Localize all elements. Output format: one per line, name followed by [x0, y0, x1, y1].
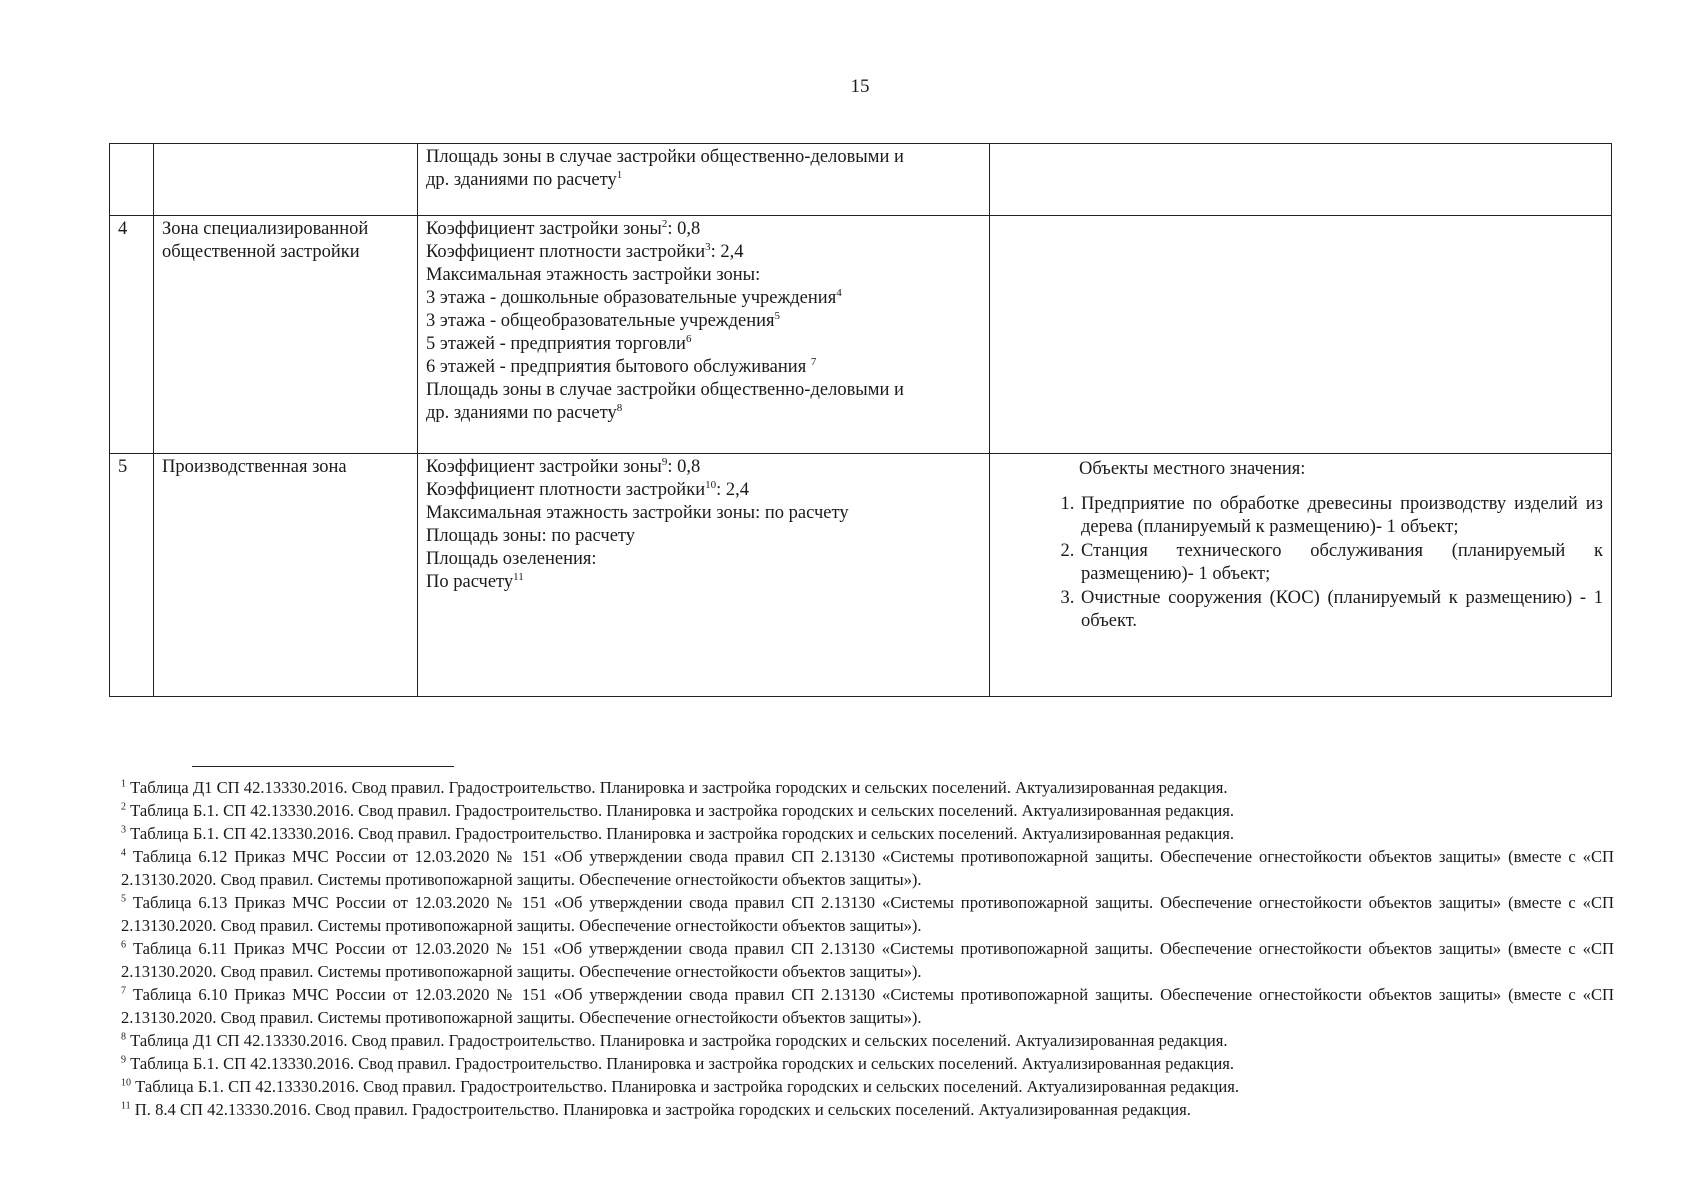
parameter-text: Площадь озеленения: — [426, 549, 597, 569]
footnote-text: Таблица 6.12 Приказ МЧС России от 12.03.2020 № 151 «Об утверждении свода правил СП 2.13130 «Системы противопожарной защиты. Обеспечение огнестойкости объектов защиты» (вместе с «СП 2.13130.2020. Свод правил. Системы противопожарной защиты. Обеспечение огнестойкости объектов защиты»). — [121, 847, 1614, 889]
footnote-reference: 6 — [685, 332, 692, 345]
footnote — [121, 891, 1614, 937]
footnote — [121, 983, 1614, 1029]
zone-parameters-cell — [418, 454, 990, 697]
parameter-line — [426, 310, 981, 333]
zone-parameters-cell — [418, 216, 990, 454]
footnote-reference: 1 — [616, 168, 623, 181]
parameter-text: Максимальная этажность застройки зоны: по расчету — [426, 503, 849, 523]
footnote-text: Таблица Б.1. СП 42.13330.2016. Свод правил. Градостроительство. Планировка и застройка городских и сельских поселений. Актуализированная редакция. — [126, 824, 1234, 843]
footnote-number: 5 — [121, 893, 126, 905]
footnote — [121, 1075, 1614, 1098]
parameter-value: : 2,4 — [710, 242, 744, 262]
footnote-number: 11 — [121, 1100, 131, 1112]
parameter-text: 3 этажа - общеобразовательные учреждения — [426, 311, 775, 331]
footnote — [121, 1029, 1614, 1052]
footnote-number: 6 — [121, 939, 126, 951]
parameter-line — [426, 456, 981, 479]
footnote-number: 3 — [121, 824, 126, 836]
footnote — [121, 1052, 1614, 1075]
footnote-number: 8 — [121, 1031, 126, 1043]
local-objects-cell — [990, 144, 1612, 216]
footnote-separator — [192, 766, 454, 767]
parameter-text: По расчету — [426, 572, 514, 592]
objects-title: Объекты местного значения: — [1079, 459, 1306, 479]
parameter-value: : 2,4 — [716, 480, 749, 500]
footnote-reference: 11 — [513, 570, 524, 583]
zone-number-cell — [110, 144, 154, 216]
footnote-number: 4 — [121, 847, 126, 859]
parameter-line — [426, 333, 981, 356]
parameter-text: 5 этажей - предприятия торговли — [426, 334, 686, 354]
local-objects-cell — [990, 216, 1612, 454]
parameter-line — [426, 287, 981, 310]
footnote-text: Таблица Б.1. СП 42.13330.2016. Свод правил. Градостроительство. Планировка и застройка городских и сельских поселений. Актуализированная редакция. — [126, 1054, 1234, 1073]
footnote-text: Таблица 6.11 Приказ МЧС России от 12.03.2020 № 151 «Об утверждении свода правил СП 2.13130 «Системы противопожарной защиты. Обеспечение огнестойкости объектов защиты» (вместе с «СП 2.13130.2020. Свод правил. Системы противопожарной защиты. Обеспечение огнестойкости объектов защиты»). — [121, 939, 1614, 981]
footnote — [121, 822, 1614, 845]
footnote-text: П. 8.4 СП 42.13330.2016. Свод правил. Градостроительство. Планировка и застройка городских и сельских поселений. Актуализированная редакция. — [130, 1100, 1191, 1119]
parameter-line — [426, 264, 981, 287]
parameter-text: Площадь зоны в случае застройки общественно-деловыми и — [426, 147, 904, 167]
parameter-line — [426, 379, 981, 402]
footnote-reference: 5 — [774, 309, 781, 322]
parameter-text: Коэффициент застройки зоны — [426, 219, 662, 239]
local-objects-cell — [990, 454, 1612, 697]
parameter-value: : 0,8 — [667, 457, 701, 477]
footnote-text: Таблица Б.1. СП 42.13330.2016. Свод правил. Градостроительство. Планировка и застройка городских и сельских поселений. Актуализированная редакция. — [126, 801, 1234, 820]
parameter-text: Коэффициент застройки зоны — [426, 457, 662, 477]
parameter-text: Коэффициент плотности застройки — [426, 242, 706, 262]
zone-parameters-cell — [418, 144, 990, 216]
table-row — [110, 454, 1612, 697]
parameter-line — [426, 146, 981, 169]
parameter-line — [426, 548, 981, 571]
table-row — [110, 216, 1612, 454]
parameter-line — [426, 571, 981, 594]
footnote-number: 7 — [121, 985, 126, 997]
parameter-line — [426, 502, 981, 525]
footnote-reference: 10 — [705, 478, 717, 491]
footnote-number: 1 — [121, 778, 126, 790]
footnote-text: Таблица Б.1. СП 42.13330.2016. Свод правил. Градостроительство. Планировка и застройка городских и сельских поселений. Актуализированная редакция. — [131, 1077, 1239, 1096]
footnote-reference: 9 — [661, 455, 668, 468]
table-row — [110, 144, 1612, 216]
footnote-text: Таблица Д1 СП 42.13330.2016. Свод правил. Градостроительство. Планировка и застройка городских и сельских поселений. Актуализированная редакция. — [126, 778, 1228, 797]
parameter-text: др. зданиями по расчету — [426, 170, 617, 190]
footnote-number: 10 — [121, 1077, 131, 1089]
parameter-text: 3 этажа - дошкольные образовательные учреждения — [426, 288, 837, 308]
footnote-reference: 3 — [705, 240, 711, 253]
parameter-line — [426, 356, 981, 379]
zones-table — [109, 143, 1612, 697]
parameter-line — [426, 402, 981, 425]
parameter-text: Площадь зоны в случае застройки общественно-деловыми и — [426, 380, 904, 400]
parameter-text: Площадь зоны: по расчету — [426, 526, 636, 546]
footnote-text: Таблица Д1 СП 42.13330.2016. Свод правил. Градостроительство. Планировка и застройка городских и сельских поселений. Актуализированная редакция. — [126, 1031, 1228, 1050]
parameter-text: Максимальная этажность застройки зоны: — [426, 265, 761, 285]
footnote-number: 9 — [121, 1054, 126, 1066]
parameter-line — [426, 525, 981, 548]
footnote — [121, 776, 1614, 799]
list-item: 1. Предприятие по обработке древесины производству изделий из дерева (планируемый к размещению)- 1 объект; — [1079, 493, 1603, 539]
zone-name-cell — [154, 144, 418, 216]
footnote-text: Таблица 6.13 Приказ МЧС России от 12.03.2020 № 151 «Об утверждении свода правил СП 2.13130 «Системы противопожарной защиты. Обеспечение огнестойкости объектов защиты» (вместе с «СП 2.13130.2020. Свод правил. Системы противопожарной защиты. Обеспечение огнестойкости объектов защиты»). — [121, 893, 1614, 935]
zone-number-cell: 5 — [110, 454, 154, 697]
zone-name-cell: Производственная зона — [154, 454, 418, 697]
page-number: 15 — [850, 76, 870, 97]
parameter-line — [426, 218, 981, 241]
parameter-text: др. зданиями по расчету — [426, 403, 617, 423]
footnote-reference: 2 — [661, 217, 668, 230]
zone-name-cell: Зона специализированной общественной застройки — [154, 216, 418, 454]
parameter-line — [426, 241, 981, 264]
parameter-value: : 0,8 — [667, 219, 701, 239]
footnote — [121, 937, 1614, 983]
list-item: 2. Станция технического обслуживания (планируемый к размещению)- 1 объект; — [1079, 540, 1603, 586]
footnote-reference: 4 — [836, 286, 842, 299]
footnote — [121, 799, 1614, 822]
footnote-reference: 8 — [616, 401, 623, 414]
parameter-text: Коэффициент плотности застройки — [426, 480, 706, 500]
parameter-text: 6 этажей - предприятия бытового обслуживания — [426, 357, 811, 377]
parameter-line — [426, 169, 981, 192]
footnote — [121, 845, 1614, 891]
list-item: 3. Очистные сооружения (КОС) (планируемый к размещению) - 1 объект. — [1079, 587, 1603, 633]
footnote-reference: 7 — [810, 355, 817, 368]
footnote-number: 2 — [121, 801, 126, 813]
footnote — [121, 1098, 1614, 1121]
parameter-line — [426, 479, 981, 502]
objects-list — [998, 493, 1603, 633]
footnotes — [121, 776, 1614, 1121]
zone-number-cell: 4 — [110, 216, 154, 454]
footnote-text: Таблица 6.10 Приказ МЧС России от 12.03.2020 № 151 «Об утверждении свода правил СП 2.13130 «Системы противопожарной защиты. Обеспечение огнестойкости объектов защиты» (вместе с «СП 2.13130.2020. Свод правил. Системы противопожарной защиты. Обеспечение огнестойкости объектов защиты»). — [121, 985, 1614, 1027]
